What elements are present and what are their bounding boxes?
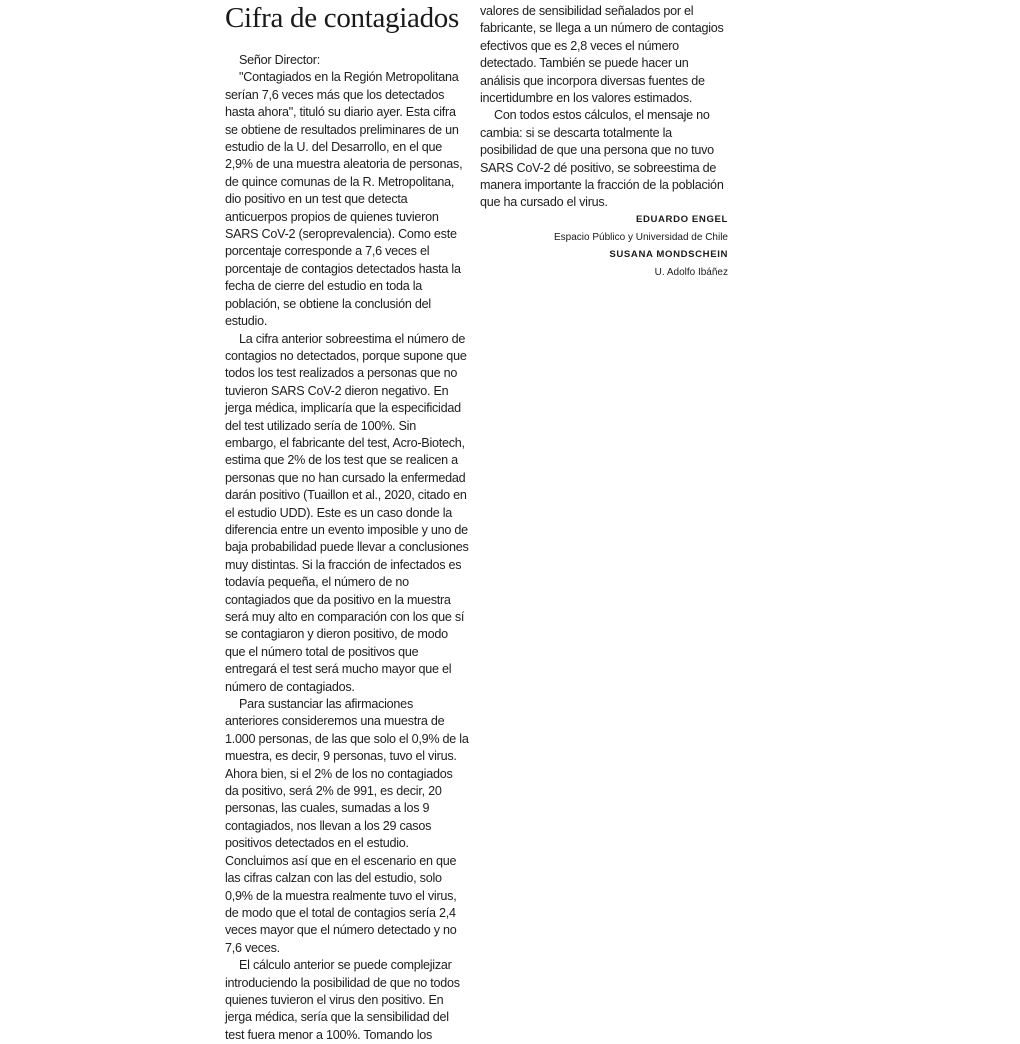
paragraph-4: El cálculo anterior se puede complejizar introduciendo la posibilidad de que no todos quienes tuvieron el virus den positivo. En jerga médica, sería que la sensibilidad del test fuera menor a 100%. Tomando los (225, 958, 460, 1042)
article-column-left (225, 52, 469, 1044)
paragraph-1: "Contagiados en la Región Metropolitana serían 7,6 veces más que los detectados hasta ahora", tituló su diario ayer. Esta cifra se obtiene de resultados preliminares de un estudio de la U. del Desarrollo, en el que 2,9% de una muestra aleatoria de personas, de quince comunas de la R. Metropolitana, dio positivo en un test que detecta anticuerpos propios de quienes tuvieron SARS CoV-2 (seroprevalencia). Como este porcentaje corresponde a 7,6 veces el porcentaje de contagios detectados hasta la fecha de cierre del estudio en toda la población, se obtiene la conclusión del estudio. (225, 70, 463, 329)
paragraph-2: La cifra anterior sobreestima el número de contagios no detectados, porque supone que todos los test realizados a personas que no tuvieron SARS CoV-2 dieron negativo. En jerga médica, implicaría que la especificidad del test utilizado sería de 100%. Sin embargo, el fabricante del test, Acro-Biotech, estima que 2% de los test que se realicen a personas que no han cursado la enfermedad darán positivo (Tuaillon et al., 2020, citado en el estudio UDD). Este es un caso donde la diferencia entre un evento imposible y uno de baja probabilidad puede llevar a conclusiones muy distintas. Si la fracción de infectados es todavía pequeña, el número de no contagiados que da positivo en la muestra será muy alto en comparación con los que sí se contagiaron y dieron positivo, de modo que el número total de positivos que entregará el test será mucho mayor que el número de contagiados. (225, 331, 469, 694)
paragraph-3: Para sustanciar las afirmaciones anteriores consideremos una muestra de 1.000 personas, de las que solo el 0,9% de la muestra, es decir, 9 personas, tuvo el virus. Ahora bien, si el 2% de los no contagiados da positivo, será 2% de 991, es decir, 20 personas, las cuales, sumadas a los 9 contagiados, nos llevan a los 29 casos positivos detectados en el estudio. Concluimos así que en el escenario en que las cifras calzan con las del estudio, solo 0,9% de la muestra realmente tuvo el virus, de modo que el total de contagios sería 2,4 veces mayor que el número detectado y no 7,6 veces. (225, 697, 469, 955)
signature-affiliation-2: U. Adolfo Ibáñez (654, 267, 728, 278)
signature-affiliation-1: Espacio Público y Universidad de Chile (554, 232, 728, 243)
paragraph-continuation: valores de sensibilidad señalados por el fabricante, se llega a un número de contagios efectivos que es 2,8 veces el número detectado. También se puede hacer un análisis que incorpora diversas fuentes de incertidumbre en los valores estimados. (480, 4, 724, 106)
salutation: Señor Director: (239, 53, 320, 67)
paragraph-conclusion: Con todos estos cálculos, el mensaje no cambia: si se descarta totalmente la posibilidad de que una persona que no tuvo SARS CoV-2 dé positivo, se sobreestima de manera importante la fracción de la población que ha cursado el virus. (480, 108, 724, 210)
article-column-right (480, 3, 728, 212)
signature-name-2: SUSANA MONDSCHEIN (609, 249, 728, 260)
letter-title: Cifra de contagiados (225, 2, 459, 34)
signature-name-1: EDUARDO ENGEL (635, 214, 728, 225)
